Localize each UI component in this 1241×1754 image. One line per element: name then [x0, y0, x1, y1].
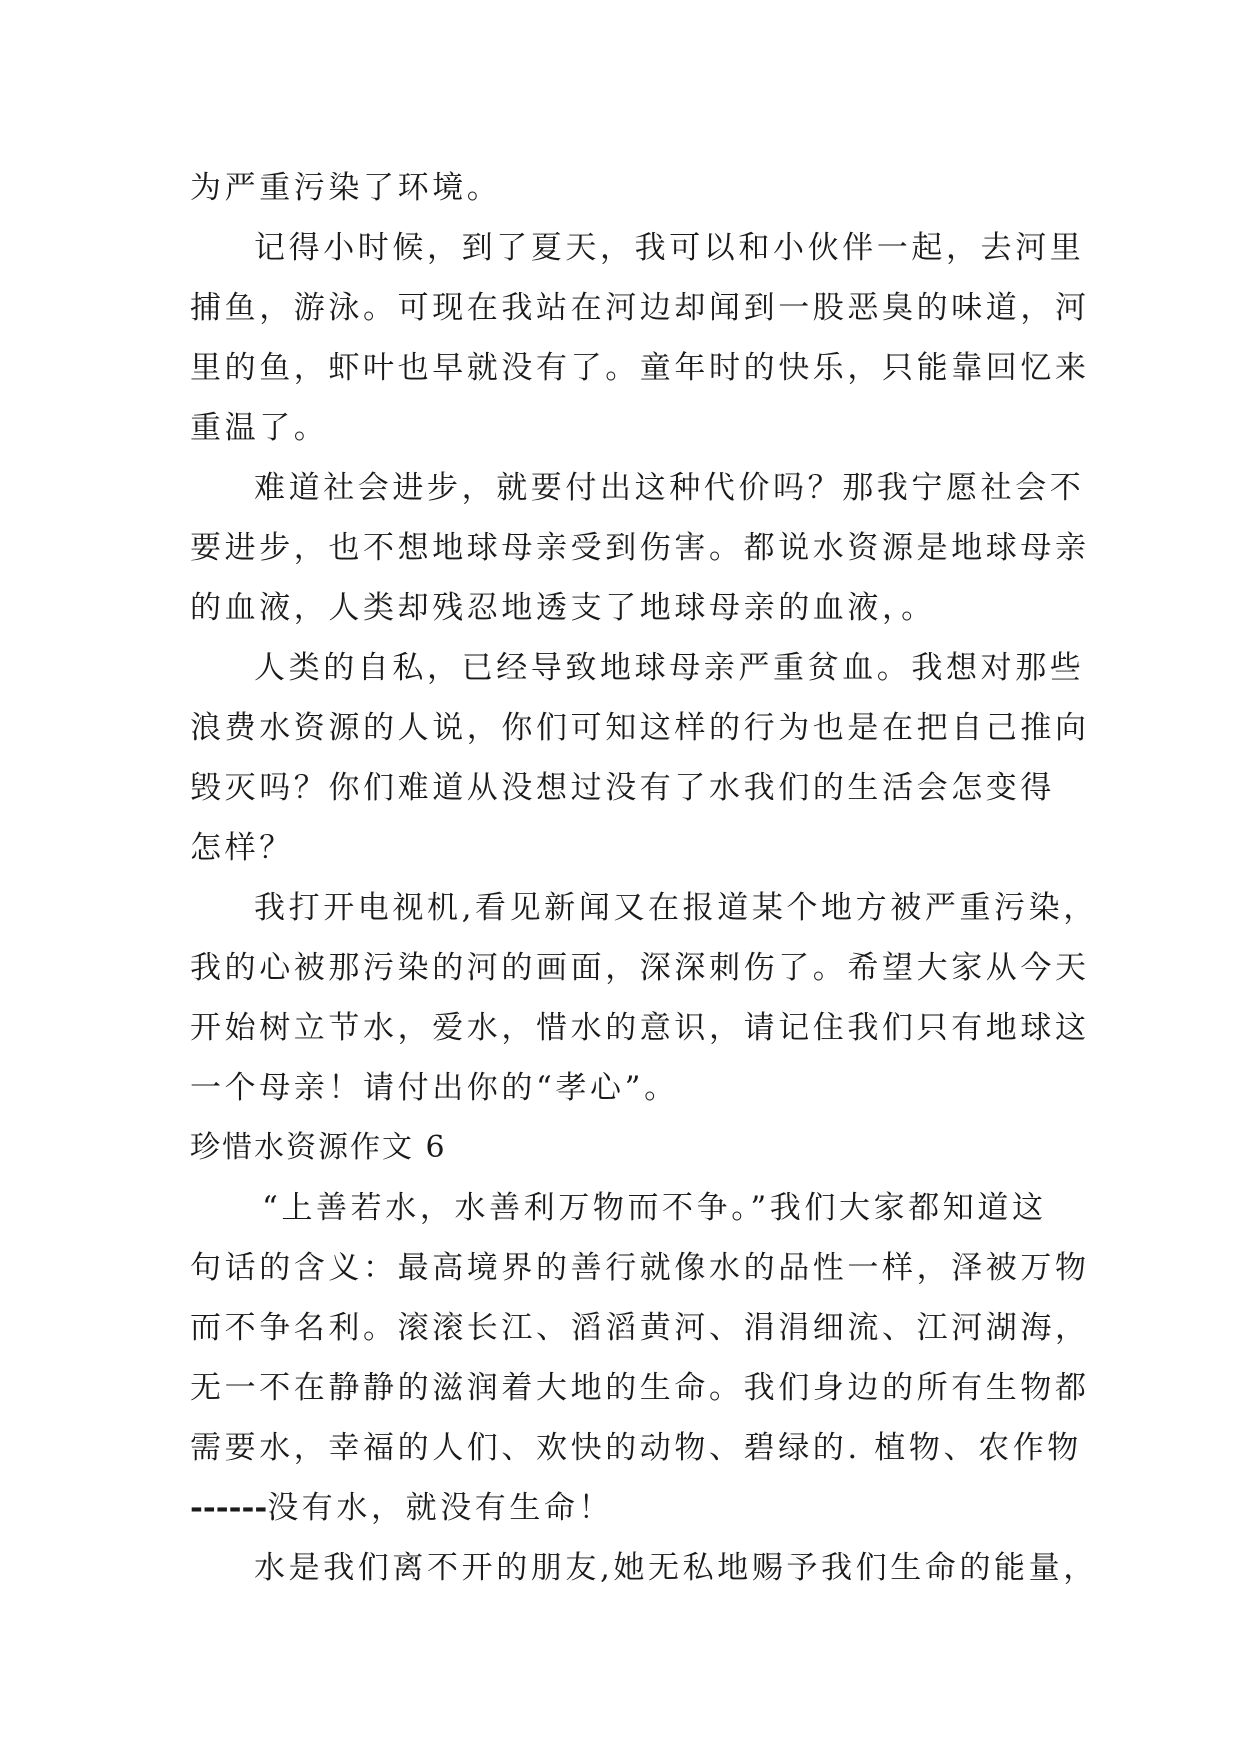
text-line: 无一不在静静的滋润着大地的生命。我们身边的所有生物都 — [190, 1370, 1090, 1406]
section-heading: 珍惜水资源作文 6 — [190, 1130, 447, 1165]
text-line: 需要水，幸福的人们、欢快的动物、碧绿的. 植物、农作物 — [190, 1430, 1082, 1466]
paragraph-start-line: “上善若水，水善利万物而不争。”我们大家都知道这 — [262, 1190, 1047, 1226]
paragraph-start-line: 我打开电视机,看见新闻又在报道某个地方被严重污染， — [254, 890, 1098, 926]
dash-prefix: ------ — [190, 1490, 268, 1526]
text-line: 而不争名利。滚滚长江、滔滔黄河、涓涓细流、江河湖海， — [190, 1310, 1090, 1346]
text-line: 一个母亲！请付出你的“孝心”。 — [190, 1070, 679, 1106]
text-line: 我的心被那污染的河的画面，深深刺伤了。希望大家从今天 — [190, 950, 1090, 986]
document-page — [190, 158, 1098, 1598]
text-segment: 没有水，就没有生命！ — [267, 1490, 614, 1526]
text-line: 里的鱼，虾叶也早就没有了。童年时的快乐，只能靠回忆来 — [190, 350, 1090, 386]
text-line: 毁灭吗？你们难道从没想过没有了水我们的生活会怎变得 — [190, 770, 1055, 806]
text-line: 重温了。 — [190, 410, 329, 446]
text-line: 开始树立节水，爱水，惜水的意识，请记住我们只有地球这 — [190, 1010, 1090, 1046]
paragraph-start-line: 人类的自私，已经导致地球母亲严重贫血。我想对那些 — [254, 650, 1085, 686]
paragraph-start-line: 水是我们离不开的朋友,她无私地赐予我们生命的能量， — [254, 1550, 1098, 1586]
text-line — [190, 1478, 1050, 1538]
paragraph-start-line: 难道社会进步，就要付出这种代价吗？那我宁愿社会不 — [254, 470, 1085, 506]
text-line: 句话的含义：最高境界的善行就像水的品性一样，泽被万物 — [190, 1250, 1090, 1286]
text-line: 怎样？ — [190, 830, 294, 866]
text-line: 要进步，也不想地球母亲受到伤害。都说水资源是地球母亲 — [190, 530, 1090, 566]
text-line: 捕鱼，游泳。可现在我站在河边却闻到一股恶臭的味道，河 — [190, 290, 1090, 326]
text-line: 为严重污染了环境。 — [190, 170, 502, 206]
paragraph-start-line: 记得小时候，到了夏天，我可以和小伙伴一起，去河里 — [254, 230, 1085, 266]
text-line: 的血液，人类却残忍地透支了地球母亲的血液，。 — [190, 590, 936, 626]
text-line: 浪费水资源的人说，你们可知这样的行为也是在把自己推向 — [190, 710, 1090, 746]
